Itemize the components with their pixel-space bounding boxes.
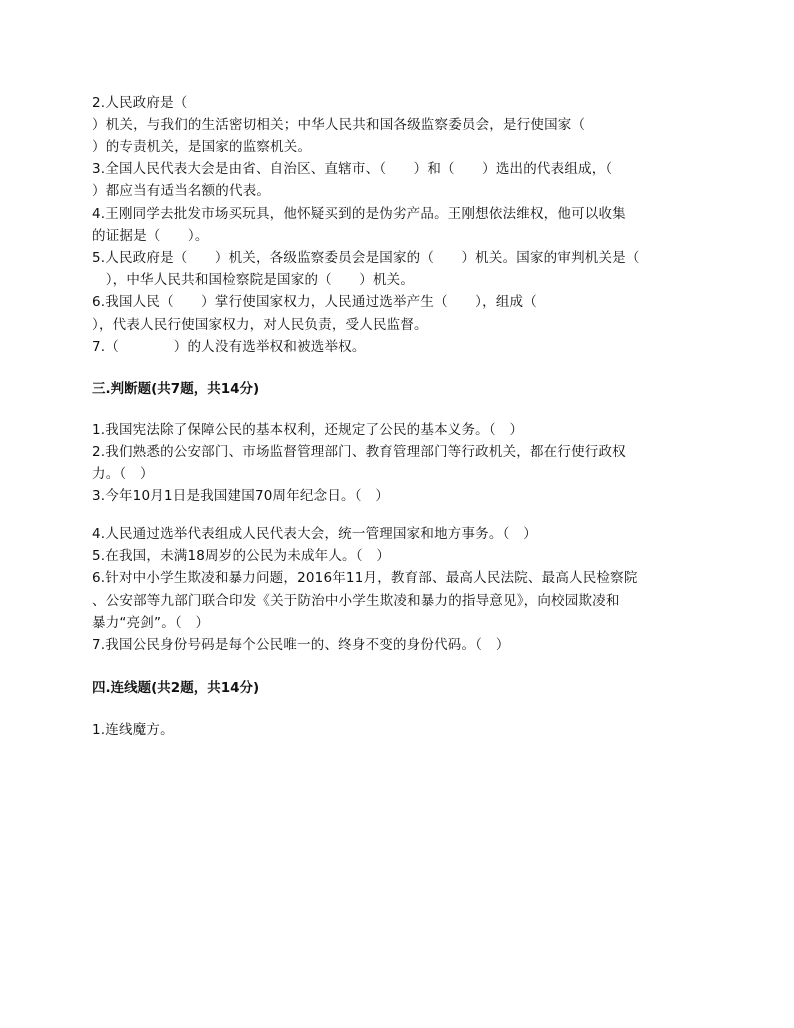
question-line: 5.人民政府是（ ）机关，各级监察委员会是国家的（ ）机关。国家的审判机关是（: [92, 250, 640, 266]
question-line: 的证据是（ ）。: [92, 228, 209, 244]
question-line: 7.（ ）的人没有选举权和被选举权。: [92, 339, 366, 355]
question-line: 3.今年10月1日是我国建国70周年纪念日。（ ）: [92, 488, 390, 504]
question-line: 2.人民政府是（: [92, 95, 188, 111]
section-heading: 四.连线题(共2题，共14分): [92, 680, 260, 696]
question-line: 1.我国宪法除了保障公民的基本权利，还规定了公民的基本义务。（ ）: [92, 422, 524, 438]
question-line: 暴力“亮剑”。（ ）: [92, 615, 210, 631]
question-line: 6.我国人民（ ）掌行使国家权力，人民通过选举产生（ ），组成（: [92, 294, 537, 310]
question-line: 力。（ ）: [92, 466, 154, 482]
question-line: ），中华人民共和国检察院是国家的（ ）机关。: [92, 272, 415, 288]
question-line: ）机关，与我们的生活密切相关；中华人民共和国各级监察委员会，是行使国家（: [92, 117, 586, 133]
question-line: ）的专责机关，是国家的监察机关。: [92, 139, 312, 155]
section-heading: 三.判断题(共7题，共14分): [92, 381, 260, 397]
question-line: 4.人民通过选举代表组成人民代表大会，统一管理国家和地方事务。（ ）: [92, 526, 537, 542]
question-line: 1.连线魔方。: [92, 722, 174, 738]
question-line: 4.王刚同学去批发市场买玩具，他怀疑买到的是伪劣产品。王刚想依法维权，他可以收集: [92, 206, 626, 222]
question-line: 3.全国人民代表大会是由省、自治区、直辖市、（ ）和（ ）选出的代表组成，（: [92, 161, 613, 177]
question-line: ）都应当有适当名额的代表。: [92, 183, 271, 199]
question-line: 7.我国公民身份号码是每个公民唯一的、终身不变的身份代码。（ ）: [92, 637, 510, 653]
question-line: 6.针对中小学生欺凌和暴力问题，2016年11月，教育部、最高人民法院、最高人民检察院: [92, 570, 638, 586]
question-line: 2.我们熟悉的公安部门、市场监督管理部门、教育管理部门等行政机关，都在行使行政权: [92, 444, 626, 460]
question-line: 、公安部等九部门联合印发《关于防治中小学生欺凌和暴力的指导意见》，向校园欺凌和: [92, 593, 620, 609]
question-line: ），代表人民行使国家权力，对人民负责，受人民监督。: [92, 317, 428, 333]
question-line: 5.在我国，未满18周岁的公民为未成年人。（ ）: [92, 548, 391, 564]
